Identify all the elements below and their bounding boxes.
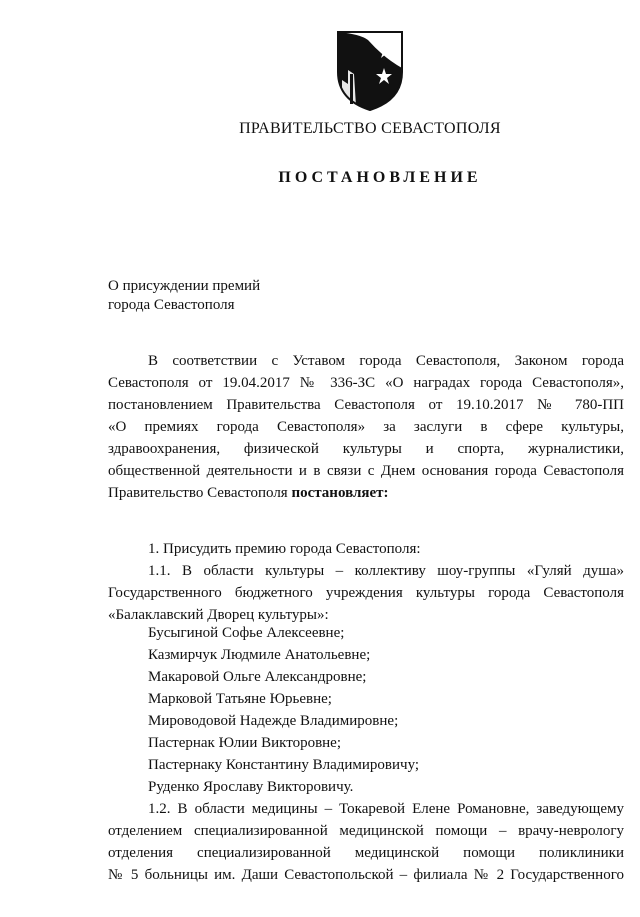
- paragraph-line: Государственного бюджетного учреждения культуры города Севастополя: [108, 585, 624, 601]
- paragraph-line: отделения специализированной медицинской помощи поликлиники: [108, 845, 624, 861]
- document-subject: [108, 277, 260, 315]
- subject-line: города Севастополя: [108, 297, 235, 313]
- paragraph-1-2: [108, 798, 624, 886]
- list-item: Руденко Ярославу Викторовичу.: [148, 779, 354, 795]
- paragraph-line: № 5 больницы им. Даши Севастопольской – филиала № 2 Государственного: [108, 867, 624, 883]
- laureate-list: [148, 622, 419, 798]
- sevastopol-coat-of-arms-icon: [334, 28, 406, 112]
- list-item: Макаровой Ольге Александровне;: [148, 669, 367, 685]
- list-item: Пастернаку Константину Владимировичу;: [148, 757, 420, 773]
- list-item: Бусыгиной Софье Алексеевне;: [148, 625, 345, 641]
- document-type-title: ПОСТАНОВЛЕНИЕ: [278, 169, 482, 186]
- paragraph-line: 1.1. В области культуры – коллективу шоу-группы «Гуляй душа»: [148, 563, 624, 579]
- preamble-line: В соответствии с Уставом города Севастополя, Законом города: [148, 353, 624, 369]
- resolves-keyword: постановляет:: [291, 485, 389, 501]
- list-item: Марковой Татьяне Юрьевне;: [148, 691, 332, 707]
- preamble-text: Правительство Севастополя: [108, 485, 292, 501]
- list-item: Пастернак Юлии Викторовне;: [148, 735, 342, 751]
- preamble-line: здравоохранения, физической культуры и спорта, журналистики,: [108, 441, 624, 457]
- preamble-line: постановлением Правительства Севастополя от 19.10.2017 № 780-ПП: [108, 397, 624, 413]
- list-item: Казмирчук Людмиле Анатольевне;: [148, 647, 371, 663]
- preamble-line: «О премиях города Севастополя» за заслуги в сфере культуры,: [108, 419, 624, 435]
- subject-line: О присуждении премий: [108, 278, 261, 294]
- government-name: ПРАВИТЕЛЬСТВО СЕВАСТОПОЛЯ: [239, 120, 501, 137]
- section-1: [108, 538, 624, 626]
- section-heading: 1. Присудить премию города Севастополя:: [148, 541, 421, 557]
- paragraph-line: «Балаклавский Дворец культуры»:: [108, 607, 329, 623]
- preamble-line: [108, 482, 624, 504]
- preamble-line: общественной деятельности и в связи с Днем основания города Севастополя: [108, 463, 624, 479]
- list-item: Мироводовой Надежде Владимировне;: [148, 713, 399, 729]
- preamble-paragraph: [108, 350, 624, 504]
- paragraph-line: отделением специализированной медицинской помощи – врачу-неврологу: [108, 823, 624, 839]
- preamble-line: Севастополя от 19.04.2017 № 336-ЗС «О наградах города Севастополя»,: [108, 375, 624, 391]
- paragraph-line: 1.2. В области медицины – Токаревой Елене Романовне, заведующему: [148, 801, 624, 817]
